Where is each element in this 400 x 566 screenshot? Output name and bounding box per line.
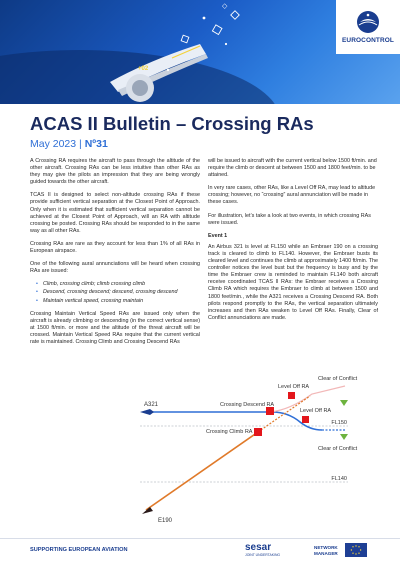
- footer-tagline: SUPPORTING EUROPEAN AVIATION: [30, 547, 128, 553]
- issue-separator: |: [79, 138, 82, 150]
- a321-label: A321: [144, 402, 159, 408]
- sesar-logo: [245, 542, 280, 557]
- coc-label-1: Clear of Conflict: [318, 376, 358, 382]
- level-off-label-1: Level Off RA: [278, 384, 310, 390]
- eu-flag-icon: [345, 543, 367, 557]
- event-diagram: [140, 374, 370, 524]
- nm-line-2: MANAGER: [314, 550, 338, 556]
- list-item: • Maintain vertical speed, crossing maintain: [36, 298, 200, 305]
- issue-line: [30, 138, 108, 150]
- event-heading: Event 1: [208, 232, 228, 239]
- ra-marker-climb: [254, 428, 262, 436]
- paragraph: In very rare cases, other RAs, like a Level Off RA, may lead to altitude crossing; however, no “crossing” aural annunciation will be made in these cases.: [208, 185, 376, 206]
- paragraph: An Airbus 321 is level at FL150 while an Embraer 190 on a crossing track is cleared to climb to FL140. However, the Embraer busts its cleared level and continues the climb at approximately 1400 ft/min. The controller notices the level bust but the frequency is busy and by the time the Embraer crew is reminded to maintain FL140 both aircraft receive coordinated TCAS II RAs: the Embraer receives a Crossing Climb RA which requires the Embraer to climb at between 1500 and 1800 feet/min., while the A321 receives a Crossing Descend RA. Both pilots respond promptly to the RAs, the vertical separation ultimately increases and then RAs weaken to Level Off RAs. Finally, Clear of Conflict annunciations are made.: [208, 243, 378, 321]
- list-item: • Climb, crossing climb; climb crossing climb: [36, 281, 200, 288]
- paragraph: One of the following aural annunciations will be heard when crossing RAs are issued:: [30, 261, 200, 275]
- coc-marker-1: [340, 400, 348, 406]
- a321-track: [144, 412, 322, 430]
- network-manager-logo: [314, 545, 338, 556]
- list-item: • Descend, crossing descend; descend, crossing descend: [36, 289, 200, 296]
- header-banner: [0, 0, 400, 104]
- nm-line-1: NETWORK: [314, 545, 338, 550]
- eurocontrol-logo: [336, 0, 400, 54]
- paragraph: Crossing RAs are rare as they account for less than 1% of all RAs in European airspace.: [30, 240, 200, 255]
- coc-label-2: Clear of Conflict: [318, 446, 358, 452]
- ra-marker-descend: [266, 407, 274, 415]
- footer: [0, 538, 400, 566]
- e190-label: E190: [158, 518, 173, 524]
- issue-date: May 2023: [30, 138, 77, 150]
- cockpit-display-readout: +02: [138, 66, 149, 72]
- paragraph: For illustration, let’s take a look at two events, in which crossing RAs were issued.: [208, 212, 371, 226]
- level-off-label-2: Level Off RA: [300, 408, 332, 414]
- page-title: ACAS II Bulletin – Crossing RAs: [30, 113, 314, 134]
- coc-marker-2: [340, 434, 348, 440]
- fl150-label: FL150: [331, 420, 347, 426]
- eu-stars-icon: [345, 543, 367, 557]
- ra-climb-label: Crossing Climb RA: [206, 429, 253, 435]
- ra-marker-leveloff-1: [288, 392, 295, 399]
- paragraph: A Crossing RA requires the aircraft to pass through the altitude of the other aircraft. Crossing RAs can be less intuitive than other RAs as they may give the pilots an impression that they are being wrongly guided towards the other aircraft.: [30, 158, 200, 186]
- issue-number: Nº31: [84, 138, 108, 150]
- paragraph: Crossing Maintain Vertical Speed RAs are issued only when the aircraft is already climbing or descending (in the correct vertical sense) at 1500 ft/min. or more and the altitude of the threat aircraft will be crossed. Maintain Vertical Speed RAs require that the current vertical rate is maintained. Crossing Climb and Crossing Descend RAs: [30, 310, 200, 345]
- sesar-wordmark: sesar: [245, 542, 272, 553]
- svg-text:◇: ◇: [222, 3, 228, 10]
- right-column: [208, 158, 378, 328]
- sesar-subtitle: JOINT UNDERTAKING: [245, 553, 281, 557]
- e190-track: [146, 432, 258, 510]
- ra-marker-leveloff-2: [302, 416, 309, 423]
- annunciation-list: [36, 281, 200, 304]
- fl140-label: FL140: [331, 476, 347, 482]
- eurocontrol-emblem-icon: [356, 10, 380, 34]
- brand-name: EUROCONTROL: [341, 37, 394, 44]
- paragraph: TCAS II is designed to select non-altitude crossing RAs if these provide sufficient vertical separation at the Closest Point of Approach. Only when it is estimated that sufficient vertical separation cannot be achieved at the Closest Point of Approach, will an RA with altitude crossing be posted. Crossing RAs should be responded to in the same way as all other RAs.: [30, 192, 200, 234]
- ra-descend-label: Crossing Descend RA: [220, 402, 275, 408]
- left-column: [30, 158, 200, 352]
- a321-plane-icon: [140, 409, 154, 415]
- paragraph: will be issued to aircraft with the current vertical below 1500 ft/min. and require the climb or descent at between 1500 and 1800 feet/min. to be attained.: [208, 158, 377, 179]
